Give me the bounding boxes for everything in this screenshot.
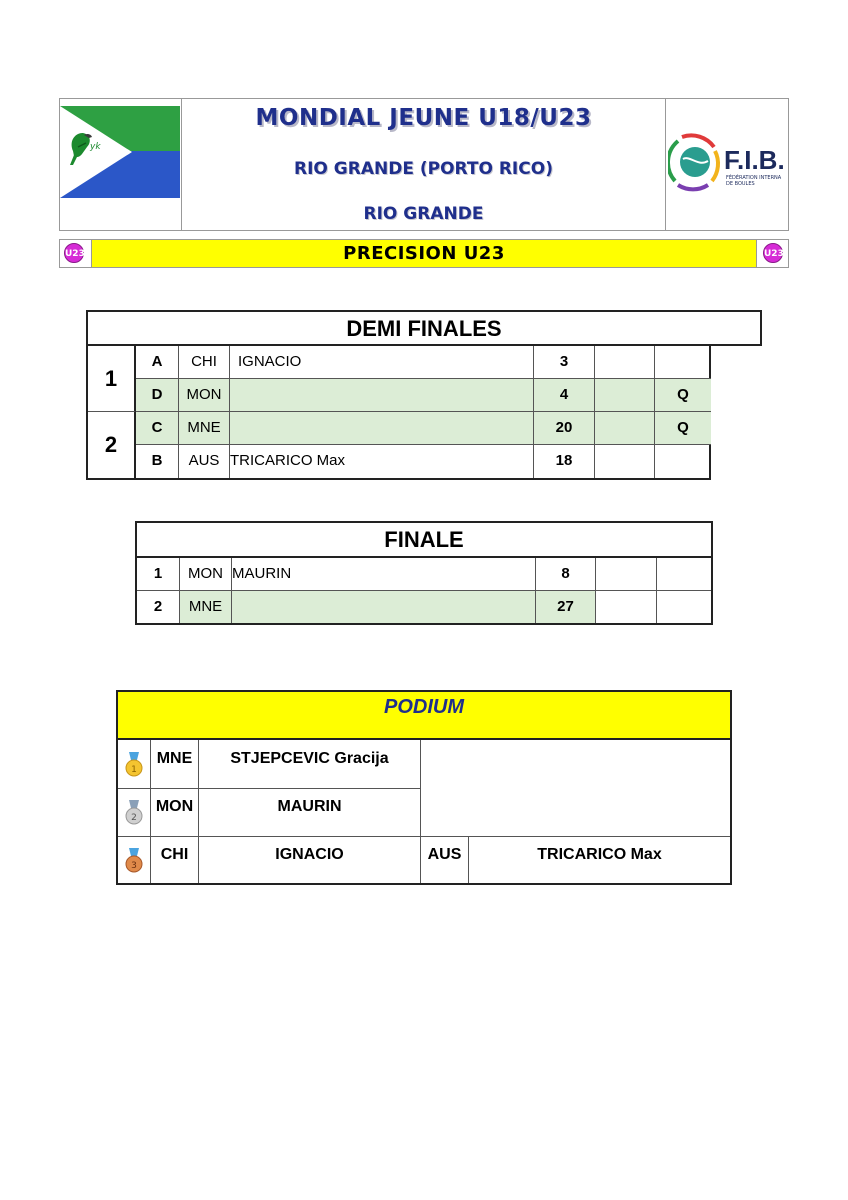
score: 8 xyxy=(536,558,596,591)
score: 3 xyxy=(534,346,595,379)
event-city: RIO GRANDE xyxy=(363,204,484,224)
empty-cell xyxy=(595,445,655,478)
qualified-mark xyxy=(655,346,711,379)
empty-cell xyxy=(595,412,655,445)
puerto-rico-style-flag-icon xyxy=(60,99,180,230)
event-header xyxy=(59,98,789,231)
podium-table xyxy=(116,690,732,885)
qualified-mark: Q xyxy=(655,379,711,412)
category-banner-fill xyxy=(91,240,757,267)
score: 18 xyxy=(534,445,595,478)
silver-name: MAURIN xyxy=(277,798,342,815)
semifinal-table xyxy=(86,346,711,480)
player-name: TRICARICO Max xyxy=(230,445,534,478)
svg-text:2: 2 xyxy=(131,813,137,823)
podium-title: PODIUM xyxy=(384,696,464,718)
player-letter: D xyxy=(136,379,179,412)
gold-medal-icon xyxy=(124,752,144,778)
final-rank: 1 xyxy=(137,558,180,591)
country-code: MNE xyxy=(180,591,232,623)
u23-badge-left-icon: U23 xyxy=(64,243,84,263)
player-name xyxy=(230,379,534,412)
gold-country: MNE xyxy=(156,750,193,767)
silver-medal-icon xyxy=(124,800,144,826)
logo-cell xyxy=(666,99,788,230)
bronze-medal-icon xyxy=(124,848,144,874)
event-title: MONDIAL JEUNE U18/U23 xyxy=(255,105,592,131)
final-rank: 2 xyxy=(137,591,180,623)
bronze-country-2: AUS xyxy=(427,846,462,863)
title-cell xyxy=(182,99,666,230)
final-title: FINALE xyxy=(384,527,464,552)
podium-header xyxy=(118,692,730,740)
u23-badge-right-icon: U23 xyxy=(763,243,783,263)
final-table xyxy=(135,558,713,625)
empty-cell xyxy=(595,346,655,379)
player-letter: C xyxy=(136,412,179,445)
bronze-country: CHI xyxy=(160,846,189,863)
gold-name: STJEPCEVIC Gracija xyxy=(230,750,389,767)
logo-subtext-1: FÉDÉRATION INTERNA xyxy=(726,175,782,181)
bronze-name-2: TRICARICO Max xyxy=(537,846,662,863)
country-code: MON xyxy=(180,558,232,591)
category-banner xyxy=(59,239,789,268)
country-code: AUS xyxy=(179,445,230,478)
logo-text: F.I.B. xyxy=(724,145,785,175)
player-letter: A xyxy=(136,346,179,379)
category-label: PRECISION U23 xyxy=(343,243,505,264)
semifinal-title: DEMI FINALES xyxy=(346,316,502,341)
empty-cell xyxy=(657,558,711,591)
flag-cell xyxy=(60,99,182,230)
country-code: CHI xyxy=(179,346,230,379)
empty-cell xyxy=(596,558,657,591)
divider xyxy=(118,836,730,837)
player-letter: B xyxy=(136,445,179,478)
score: 27 xyxy=(536,591,596,623)
country-code: MON xyxy=(179,379,230,412)
fib-logo-icon xyxy=(668,129,724,199)
divider xyxy=(118,788,420,789)
player-name xyxy=(232,591,536,623)
qualified-mark xyxy=(655,445,711,478)
empty-cell xyxy=(596,591,657,623)
final-header xyxy=(135,521,713,558)
player-name xyxy=(230,412,534,445)
semifinal-header xyxy=(86,310,762,346)
country-code: MNE xyxy=(179,412,230,445)
silver-country: MON xyxy=(155,798,194,815)
group-number: 2 xyxy=(88,412,136,478)
svg-text:yk: yk xyxy=(90,142,101,152)
player-name: MAURIN xyxy=(232,558,536,591)
svg-text:1: 1 xyxy=(131,765,137,775)
bronze-name: IGNACIO xyxy=(275,846,344,863)
qualified-mark: Q xyxy=(655,412,711,445)
empty-cell xyxy=(657,591,711,623)
score: 20 xyxy=(534,412,595,445)
logo-subtext-2: DE BOULES xyxy=(726,181,755,187)
svg-text:3: 3 xyxy=(131,861,137,871)
empty-cell xyxy=(595,379,655,412)
event-location: RIO GRANDE (PORTO RICO) xyxy=(294,159,553,179)
group-number: 1 xyxy=(88,346,136,412)
player-name: IGNACIO xyxy=(230,346,534,379)
score: 4 xyxy=(534,379,595,412)
